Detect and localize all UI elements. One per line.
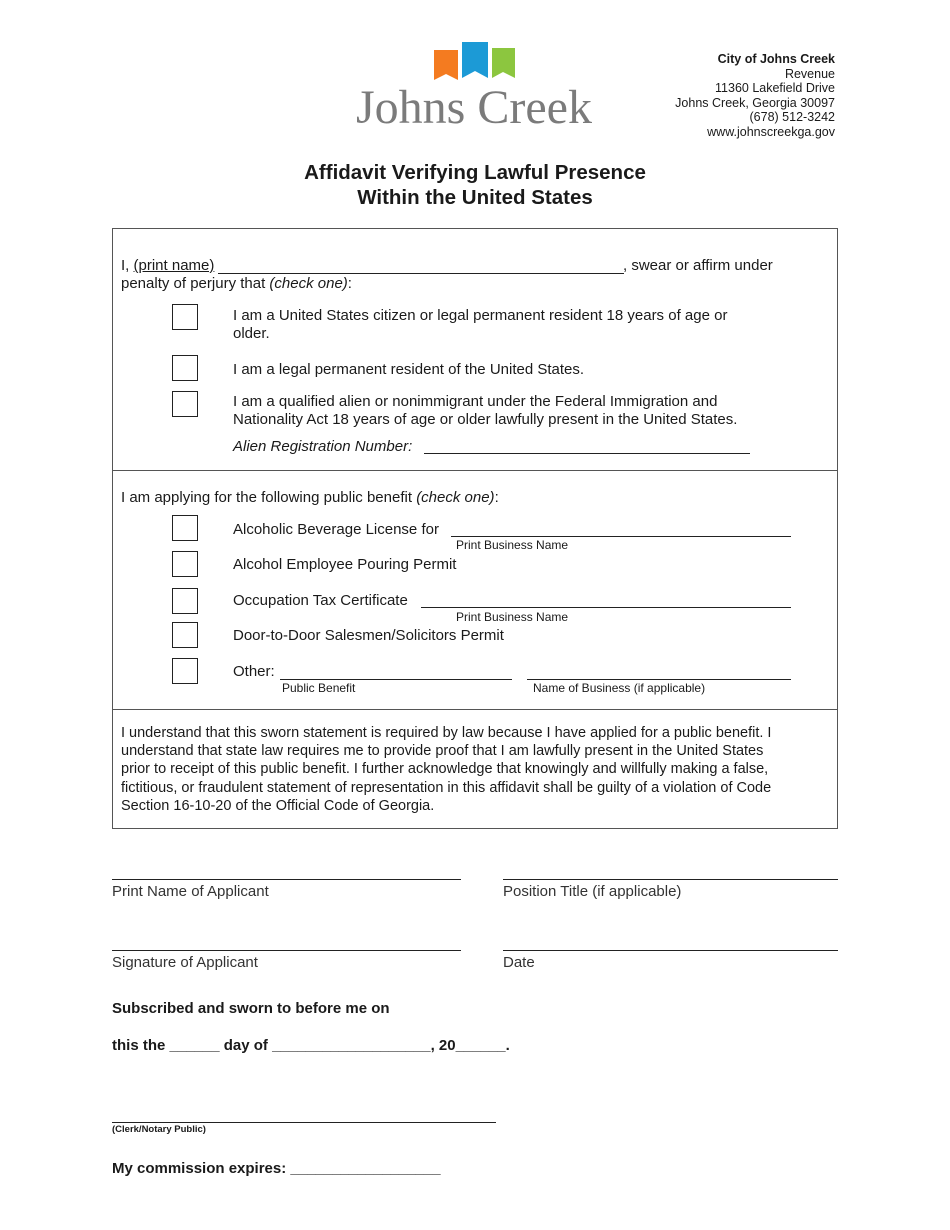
benefit-solicitors-permit: Door-to-Door Salesmen/Solicitors Permit [233, 627, 504, 644]
checkbox-qualified-alien[interactable] [172, 391, 198, 417]
ack-line-1: I understand that this sworn statement is required by law because I have applied for a public benefit. I [121, 725, 772, 741]
other-benefit-field[interactable] [280, 679, 512, 680]
benefit-pouring-permit: Alcohol Employee Pouring Permit [233, 556, 457, 573]
benefit-other: Other: [233, 663, 275, 680]
penalty-text: penalty of perjury that [121, 275, 270, 292]
option-qualified-alien-line1: I am a qualified alien or nonimmigrant under the Federal Immigration and [233, 393, 718, 410]
alien-registration-field[interactable] [424, 453, 750, 454]
ack-line-2: understand that state law requires me to provide proof that I am lawfully present in the United States [121, 743, 764, 760]
checkbox-pouring-permit[interactable] [172, 551, 198, 577]
logo-blue-flag [462, 42, 488, 78]
page-title [0, 160, 950, 210]
occupation-business-name-field[interactable] [421, 607, 791, 608]
colon: : [347, 275, 352, 292]
print-name-label: (print name) [133, 257, 215, 274]
option-citizen-line1: I am a United States citizen or legal permanent resident 18 years of age or [233, 307, 728, 324]
title-line-1: Affidavit Verifying Lawful Presence [304, 161, 646, 184]
checkbox-citizen[interactable] [172, 304, 198, 330]
clerk-notary-label: (Clerk/Notary Public) [112, 1124, 206, 1135]
checkbox-permanent-resident[interactable] [172, 355, 198, 381]
phone-number: (678) 512-3242 [749, 110, 835, 124]
print-name-field[interactable] [218, 273, 624, 274]
option-citizen-line2: older. [233, 325, 270, 342]
position-title-field[interactable] [503, 879, 838, 880]
org-name: City of Johns Creek [717, 52, 835, 66]
city-state-zip: Johns Creek, Georgia 30097 [675, 95, 835, 110]
street-address: 11360 Lakefield Drive [715, 81, 835, 95]
date-field[interactable] [503, 950, 838, 951]
check-one-hint: (check one) [269, 275, 348, 292]
option-permanent-resident: I am a legal permanent resident of the United States. [233, 361, 585, 378]
benefit-alcoholic-beverage: Alcoholic Beverage License for [233, 521, 439, 538]
intro-suffix: , swear or affirm under [623, 257, 773, 274]
checkbox-solicitors-permit[interactable] [172, 622, 198, 648]
checkbox-alcoholic-beverage[interactable] [172, 515, 198, 541]
intro-line-2 [121, 275, 352, 293]
benefit-check-one: (check one) [416, 489, 495, 506]
ack-line-4: fictitious, or fraudulent statement of representation in this affidavit shall be guilty of a violation of Code [121, 779, 772, 796]
notary-signature-field[interactable] [112, 1122, 496, 1123]
alien-registration-label: Alien Registration Number: [233, 438, 413, 455]
other-business-hint: Name of Business (if applicable) [533, 681, 706, 695]
signature-applicant-label: Signature of Applicant [112, 954, 258, 971]
other-benefit-hint: Public Benefit [282, 681, 356, 695]
occupation-business-hint: Print Business Name [456, 610, 569, 624]
other-business-field[interactable] [527, 679, 791, 680]
website: www.johnscreekga.gov [707, 124, 835, 139]
position-title-label: Position Title (if applicable) [503, 883, 682, 900]
date-label: Date [503, 954, 535, 971]
option-qualified-alien-line2: Nationality Act 18 years of age or older lawfully present in the United States. [233, 411, 738, 428]
benefit-colon: : [494, 489, 499, 506]
checkbox-occupation-tax[interactable] [172, 588, 198, 614]
subscribed-text: Subscribed and sworn to before me on [112, 1000, 390, 1017]
print-name-applicant-label: Print Name of Applicant [112, 883, 269, 900]
benefit-occupation-tax: Occupation Tax Certificate [233, 592, 408, 609]
ack-line-3: prior to receipt of this public benefit. I further acknowledge that knowingly and willfully making a false, [121, 761, 769, 778]
alcoholic-business-hint: Print Business Name [456, 538, 569, 552]
sworn-date-line[interactable]: this the ______ day of ___________________, 20______. [112, 1037, 510, 1054]
logo-orange-flag [434, 50, 458, 80]
logo-wordmark: Johns Creek [356, 81, 592, 134]
benefit-intro [121, 489, 499, 507]
benefit-intro-text: I am applying for the following public benefit [121, 489, 417, 506]
checkbox-other[interactable] [172, 658, 198, 684]
ack-line-5: Section 16-10-20 of the Official Code of Georgia. [121, 797, 435, 814]
signature-applicant-field[interactable] [112, 950, 461, 951]
title-line-2: Within the United States [357, 186, 593, 209]
intro-line-1 [121, 257, 214, 275]
logo-green-flag [492, 48, 515, 78]
intro-prefix: I, [121, 257, 134, 274]
city-address-block [675, 52, 835, 139]
acknowledgement-text [121, 724, 831, 815]
dept-name: Revenue [784, 66, 835, 81]
commission-expires[interactable]: My commission expires: __________________ [112, 1160, 441, 1177]
print-name-applicant-field[interactable] [112, 879, 461, 880]
alcoholic-business-name-field[interactable] [451, 536, 791, 537]
